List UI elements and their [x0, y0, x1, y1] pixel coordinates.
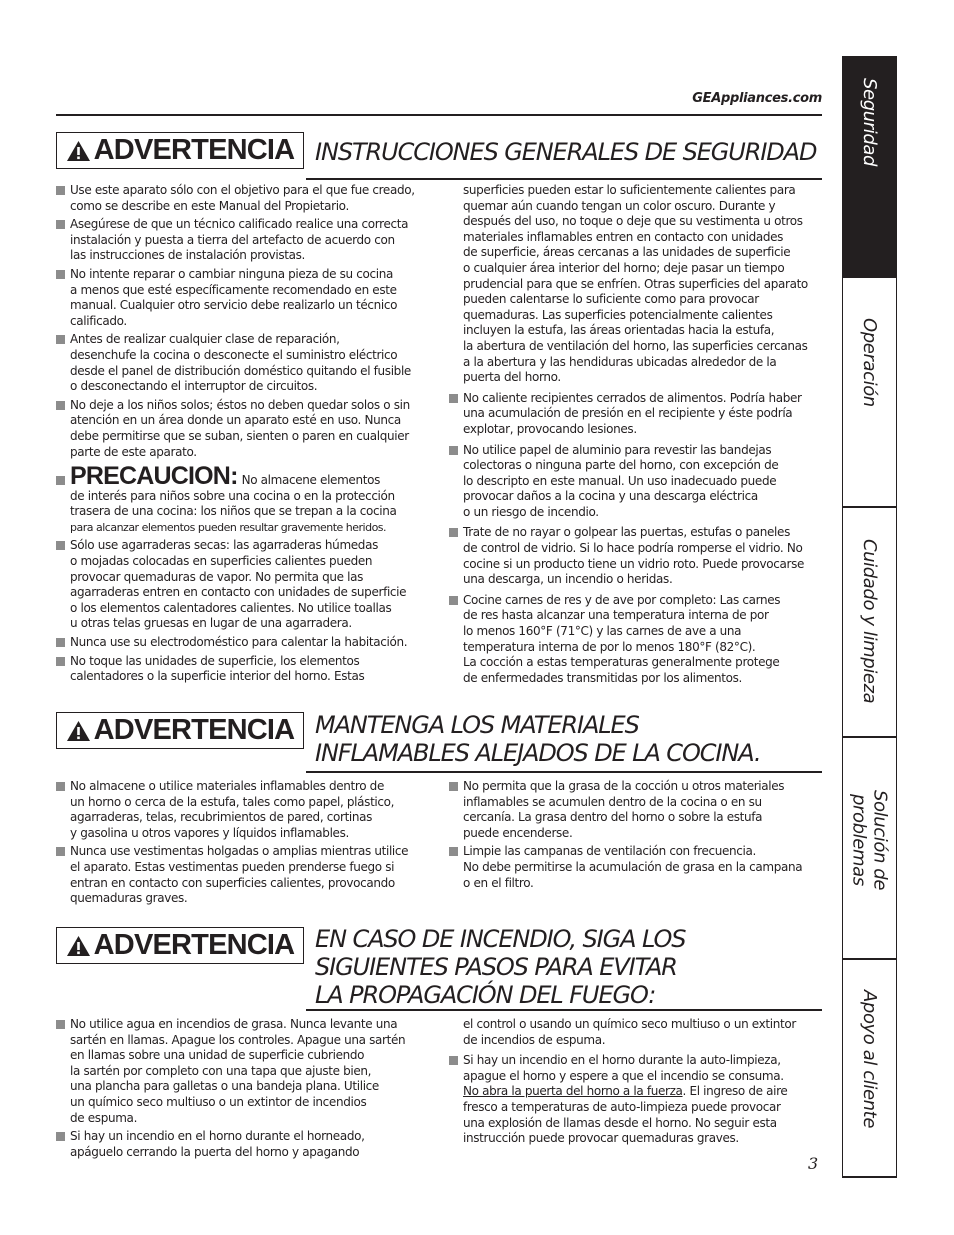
warning-label: ADVERTENCIA	[93, 714, 295, 746]
bullet-icon	[56, 476, 65, 485]
bullet-icon	[56, 186, 65, 195]
list-item: Asegúrese de que un técnico calificado realice una correcta instalación y puesta a tierra del artefacto de acuerdo con las instrucciones de instalación provistas.	[56, 217, 436, 264]
section-2-right-column	[449, 779, 824, 894]
list-item: No permita que la grasa de la cocción u otros materiales inflamables se acumulen dentro de la cocina o en su cercanía. La grasa dentro del horno o sobre la estufa puede encenderse.	[449, 779, 824, 841]
bullet-icon	[56, 220, 65, 229]
section-2-left-column	[56, 779, 436, 910]
warning-label: ADVERTENCIA	[93, 134, 295, 166]
tab-seguridad[interactable]	[842, 56, 897, 278]
list-item: Sólo use agarraderas secas: las agarraderas húmedas o mojadas colocadas en superficies calientes pueden provocar quemaduras de vapor. No permita que las agarraderas entren en contacto con unidades de superficie o los elementos calentadores calientes. No utilice toallas u otras telas gruesas en lugar de una agarradera.	[56, 538, 436, 632]
list-item: Limpie las campanas de ventilación con frecuencia. No debe permitirse la acumulación de grasa en la campana o en el filtro.	[449, 844, 824, 891]
bullet-icon	[56, 1020, 65, 1029]
tab-label: Cuidado y limpieza	[859, 539, 880, 704]
bullet-icon	[56, 1132, 65, 1141]
underlined-warning: No abra la puerta del horno a la fuerza	[463, 1084, 683, 1099]
tab-label: Seguridad	[859, 77, 880, 167]
section-rule-3	[306, 1009, 822, 1011]
section-title-fire: EN CASO DE INCENDIO, SIGA LOS SIGUIENTES PASOS PARA EVITAR LA PROPAGACIÓN DEL FUEGO:	[315, 925, 686, 1009]
list-item: Antes de realizar cualquier clase de reparación, desenchufe la cocina o desconecte el suministro eléctrico desde el panel de distribución doméstico quitando el fusible o desconectando el interruptor de circuitos.	[56, 332, 436, 394]
warning-triangle-icon	[66, 720, 91, 742]
section-1-left-column	[56, 183, 436, 688]
bullet-icon	[449, 782, 458, 791]
precaution-item: PRECAUCION: No almacene elementos de interés para niños sobre una cocina o en la protección trasera de una cocina: los niños que se trepan a la cocina para alcanzar elementos pueden resultar gravemente heridos.	[56, 466, 436, 535]
section-rule-1	[306, 178, 822, 180]
list-item: Cocine carnes de res y de ave por completo: Las carnes de res hasta alcanzar una temperatura interna de por lo menos 160°F (71°C) y las carnes de ave a una temperatura interna de por lo menos 180°F (82°C). La cocción a estas temperaturas generalmente protege de enfermedades transmitidas por los alimentos.	[449, 593, 824, 687]
list-item: No utilice papel de aluminio para revestir las bandejas colectoras o ninguna parte del horno, con excepción de lo descripto en este manual. Un uso inadecuado puede provocar daños a la cocina y una descarga eléctrica o un riesgo de incendio.	[449, 443, 824, 521]
tab-solucion-de-problemas[interactable]	[842, 737, 897, 958]
bullet-icon	[56, 657, 65, 666]
tab-label: Operación	[859, 317, 880, 407]
list-item: Trate de no rayar o golpear las puertas, estufas o paneles de control de vidrio. Si lo hace podría romperse el vidrio. No cocine si un producto tiene un vidrio roto. Puede provocarse una descarga, un incendio o heridas.	[449, 525, 824, 587]
list-item: No almacene o utilice materiales inflamables dentro de un horno o cerca de la estufa, tales como papel, plástico, agarraderas, telas, recubrimientos de pared, cortinas y gasolina u otros vapores y líquidos inflamables.	[56, 779, 436, 841]
bullet-icon	[449, 847, 458, 856]
tab-cuidado-y-limpieza[interactable]	[842, 507, 897, 736]
tab-operacion[interactable]	[842, 278, 897, 506]
tab-label: Apoyo al cliente	[859, 989, 880, 1128]
list-item-continuation: el control o usando un químico seco multiuso o un extintor de incendios de espuma.	[463, 1017, 796, 1047]
bullet-icon	[449, 446, 458, 455]
section-title-flammables: MANTENGA LOS MATERIALES INFLAMABLES ALEJADOS DE LA COCINA.	[315, 711, 761, 767]
bullet-icon	[56, 270, 65, 279]
bullet-icon	[449, 394, 458, 403]
header-rule	[56, 114, 822, 116]
site-url[interactable]: GEAppliances.com	[692, 91, 822, 106]
list-item: Si hay un incendio en el horno durante la auto-limpieza, apague el horno y espere a que el incendio se consuma. No abra la puerta del horno a la fuerza. El ingreso de aire fresco a temperaturas de auto-limpieza puede provocar una explosión de llamas desde el horno. No seguir esta instrucción puede provocar quemaduras graves.	[449, 1053, 824, 1147]
warning-badge-2	[56, 712, 304, 749]
page-number: 3	[808, 1154, 819, 1173]
bullet-icon	[449, 1056, 458, 1065]
tab-label: Solución de problemas	[848, 789, 891, 890]
warning-triangle-icon	[66, 935, 91, 957]
warning-label: ADVERTENCIA	[93, 929, 295, 961]
section-1-right-column	[449, 183, 824, 689]
tab-apoyo-al-cliente[interactable]	[842, 959, 897, 1177]
list-item: Si hay un incendio en el horno durante el horneado, apáguelo cerrando la puerta del horno y apagando	[56, 1129, 436, 1160]
bullet-icon	[56, 541, 65, 550]
list-item: Use este aparato sólo con el objetivo para el que fue creado, como se describe en este Manual del Propietario.	[56, 183, 436, 214]
list-item: No toque las unidades de superficie, los elementos calentadores o la superficie interior del horno. Estas	[56, 654, 436, 685]
section-3-left-column	[56, 1017, 436, 1163]
section-title-general-safety: INSTRUCCIONES GENERALES DE SEGURIDAD	[315, 138, 817, 166]
tab-divider	[842, 1176, 897, 1178]
bullet-icon	[56, 401, 65, 410]
list-item: Nunca use su electrodoméstico para calentar la habitación.	[56, 635, 436, 651]
bullet-icon	[449, 596, 458, 605]
list-item: Nunca use vestimentas holgadas o amplias mientras utilice el aparato. Estas vestimentas pueden prenderse fuego si entran en contacto con superficies calientes, provocando quemaduras graves.	[56, 844, 436, 906]
list-item: No caliente recipientes cerrados de alimentos. Podría haber una acumulación de presión en el recipiente y éste podría explotar, provocando lesiones.	[449, 391, 824, 438]
warning-badge-1	[56, 132, 304, 169]
bullet-icon	[56, 782, 65, 791]
warning-badge-3	[56, 927, 304, 964]
bullet-icon	[449, 528, 458, 537]
bullet-icon	[56, 638, 65, 647]
warning-triangle-icon	[66, 140, 91, 162]
list-item-continuation: superficies pueden estar lo suficientemente calientes para quemar aún cuando tengan un color oscuro. Durante y después del uso, no toque o deje que su vestimenta u otros materiales inflamables entren en contacto con unidades de superficie, áreas cercanas a las unidades de superficie o cualquier área interior del horno; deje pasar un tiempo prudencial para que se enfríen. Otras superficies del aparato pueden calentarse lo suficiente como para provocar quemaduras. Las superficies potencialmente calientes incluyen la estufa, las áreas orientadas hacia la estufa, la abertura de ventilación del horno, las superficies cercanas a la abertura y las hendiduras ubicadas alrededor de la puerta del horno.	[463, 183, 808, 385]
bullet-icon	[56, 847, 65, 856]
list-item: No intente reparar o cambiar ninguna pieza de su cocina a menos que esté específicamente recomendado en este manual. Cualquier otro servicio debe realizarlo un técnico calificado.	[56, 267, 436, 329]
section-rule-2	[306, 771, 822, 773]
section-3-right-column	[449, 1017, 824, 1150]
precaution-heading: PRECAUCION:	[70, 462, 238, 491]
list-item: No utilice agua en incendios de grasa. Nunca levante una sartén en llamas. Apague los controles. Apague una sartén en llamas sobre una unidad de superficie cubriendo la sartén por completo con una tapa que ajuste bien, una plancha para galletas o una bandeja plana. Utilice un químico seco multiuso o un extintor de incendios de espuma.	[56, 1017, 436, 1126]
bullet-icon	[56, 335, 65, 344]
list-item: No deje a los niños solos; éstos no deben quedar solos o sin atención en un área donde un aparato esté en uso. Nunca debe permitirse que se suban, sienten o paren en cualquier parte de este aparato.	[56, 398, 436, 460]
